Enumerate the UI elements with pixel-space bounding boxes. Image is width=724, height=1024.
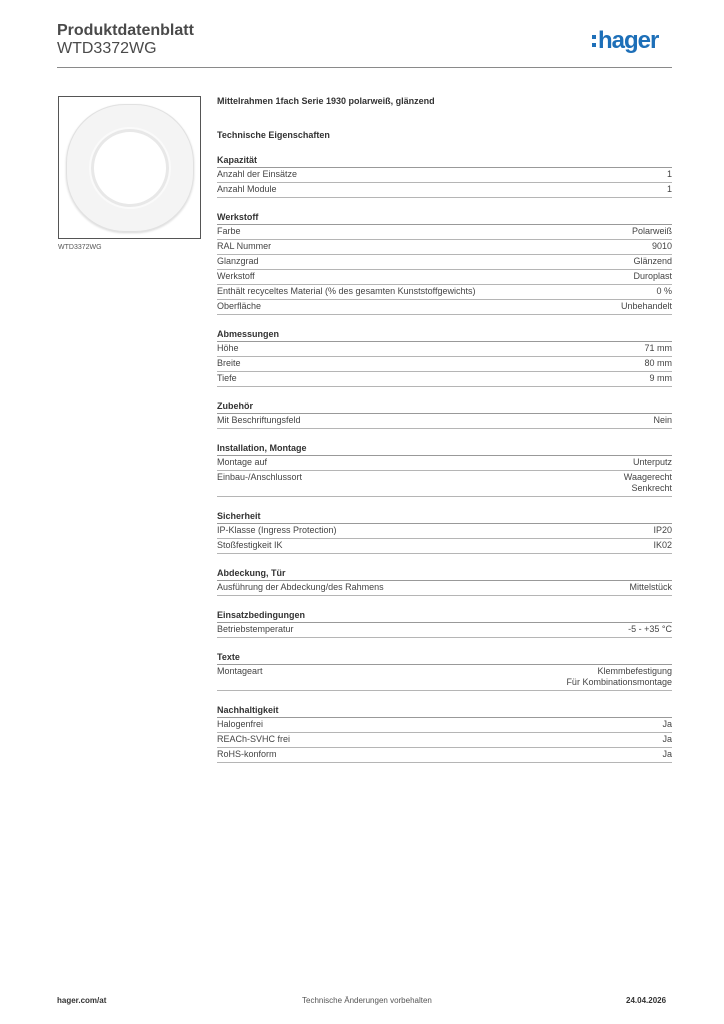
spec-label: Tiefe (217, 373, 237, 383)
spec-value (656, 286, 672, 297)
spec-value (633, 271, 672, 282)
section-title: Einsatzbedingungen (217, 608, 672, 623)
spec-value (628, 624, 672, 635)
spec-label: Werkstoff (217, 271, 255, 281)
spec-value-line: Ja (662, 749, 672, 759)
spec-value-line: Ja (662, 734, 672, 744)
spec-label: Anzahl Module (217, 184, 277, 194)
spec-row (217, 342, 672, 357)
spec-row (217, 471, 672, 497)
spec-value-line: Unbehandelt (620, 301, 672, 311)
section-title: Kapazität (217, 153, 672, 168)
logo-text: hager (598, 27, 659, 54)
spec-value-line: 80 mm (644, 358, 672, 368)
logo-dots-icon (592, 35, 596, 47)
frame-opening-shape (91, 129, 169, 207)
spec-section (217, 509, 672, 554)
section-title: Nachhaltigkeit (217, 703, 672, 718)
spec-row (217, 581, 672, 596)
spec-section (217, 399, 672, 429)
footer-website: hager.com/at (57, 996, 107, 1005)
product-image (58, 96, 201, 239)
section-title: Abmessungen (217, 327, 672, 342)
spec-area (217, 95, 672, 763)
section-title: Texte (217, 650, 672, 665)
spec-value (621, 301, 672, 312)
spec-label: RoHS-konform (217, 749, 277, 759)
spec-value-line: IK02 (653, 540, 672, 550)
spec-label: Betriebstemperatur (217, 624, 294, 634)
spec-row (217, 270, 672, 285)
spec-value (644, 343, 672, 354)
spec-label: Anzahl der Einsätze (217, 169, 298, 179)
product-number: WTD3372WG (57, 40, 157, 57)
spec-label: Einbau-/Anschlussort (217, 472, 303, 482)
frame-outer-shape (66, 104, 194, 232)
spec-section (217, 608, 672, 638)
spec-value (566, 666, 672, 688)
spec-value (624, 472, 672, 494)
spec-label: IP-Klasse (Ingress Protection) (217, 525, 337, 535)
hager-logo (592, 29, 658, 53)
spec-value-line: Für Kombinationsmontage (566, 677, 672, 687)
spec-value-line: 71 mm (644, 343, 672, 353)
spec-value-line: 9 mm (649, 373, 672, 383)
spec-label: Halogenfrei (217, 719, 264, 729)
spec-value-line: IP20 (653, 525, 672, 535)
footer-notice: Technische Änderungen vorbehalten (302, 996, 432, 1005)
spec-row (217, 623, 672, 638)
spec-value (653, 540, 672, 551)
spec-row (217, 372, 672, 387)
spec-label: Mit Beschriftungsfeld (217, 415, 301, 425)
spec-row (217, 240, 672, 255)
spec-label: Breite (217, 358, 241, 368)
spec-value-line: 9010 (651, 241, 672, 251)
spec-row (217, 733, 672, 748)
spec-row (217, 718, 672, 733)
spec-value (667, 184, 672, 195)
spec-row (217, 183, 672, 198)
spec-value-line: Duroplast (633, 271, 672, 281)
section-title: Installation, Montage (217, 441, 672, 456)
spec-label: Montage auf (217, 457, 268, 467)
spec-row (217, 168, 672, 183)
spec-section (217, 441, 672, 497)
section-title: Werkstoff (217, 210, 672, 225)
spec-label: Montageart (217, 666, 263, 676)
spec-value (650, 373, 673, 384)
spec-value (667, 169, 672, 180)
spec-value-line: Nein (653, 415, 672, 425)
spec-value (662, 749, 672, 760)
spec-value (653, 525, 672, 536)
product-description: Mittelrahmen 1fach Serie 1930 polarweiß, glänzend (217, 96, 435, 106)
spec-value-line: Klemmbefestigung (597, 666, 672, 676)
spec-row (217, 665, 672, 691)
spec-value (662, 734, 672, 745)
spec-value-line: 0 % (656, 286, 672, 296)
spec-value-line: Glänzend (633, 256, 672, 266)
section-title: Abdeckung, Tür (217, 566, 672, 581)
spec-section (217, 650, 672, 691)
spec-section (217, 210, 672, 315)
spec-value (662, 719, 672, 730)
spec-value-line: 1 (666, 169, 672, 179)
spec-row (217, 748, 672, 763)
spec-label: Stoßfestigkeit IK (217, 540, 283, 550)
spec-row (217, 357, 672, 372)
spec-row (217, 285, 672, 300)
spec-label: RAL Nummer (217, 241, 272, 251)
tech-heading: Technische Eigenschaften (217, 130, 330, 140)
spec-value (629, 582, 672, 593)
spec-row (217, 225, 672, 240)
spec-label: Höhe (217, 343, 239, 353)
spec-value-line: Waagerecht (623, 472, 672, 482)
spec-row (217, 255, 672, 270)
spec-sections (217, 153, 672, 763)
spec-section (217, 327, 672, 387)
spec-label: Oberfläche (217, 301, 262, 311)
spec-value-line: 1 (666, 184, 672, 194)
footer-date: 24.04.2026 (626, 996, 667, 1005)
spec-label: Ausführung der Abdeckung/des Rahmens (217, 582, 384, 592)
spec-section (217, 153, 672, 198)
spec-value (633, 457, 672, 468)
spec-row (217, 539, 672, 554)
spec-label: Farbe (217, 226, 241, 236)
spec-section (217, 703, 672, 763)
spec-value (653, 415, 672, 426)
product-image-caption: WTD3372WG (58, 244, 102, 251)
spec-value (633, 256, 672, 267)
spec-value (632, 226, 672, 237)
spec-label: REACh-SVHC frei (217, 734, 291, 744)
spec-row (217, 300, 672, 315)
section-title: Zubehör (217, 399, 672, 414)
spec-value-line: Polarweiß (631, 226, 672, 236)
spec-row (217, 524, 672, 539)
section-title: Sicherheit (217, 509, 672, 524)
spec-value-line: -5 - +35 °C (628, 624, 672, 634)
spec-value-line: Mittelstück (629, 582, 672, 592)
spec-value-line: Ja (662, 719, 672, 729)
spec-row (217, 456, 672, 471)
spec-label: Enthält recyceltes Material (% des gesamten Kunststoffgewichts) (217, 286, 476, 296)
spec-value (644, 358, 672, 369)
spec-label: Glanzgrad (217, 256, 259, 266)
spec-value-line: Unterputz (632, 457, 672, 467)
spec-section (217, 566, 672, 596)
spec-value-line: Senkrecht (631, 483, 672, 493)
page-title: Produktdatenblatt (57, 22, 194, 39)
spec-value (652, 241, 672, 252)
spec-row (217, 414, 672, 429)
header-divider (57, 67, 672, 68)
